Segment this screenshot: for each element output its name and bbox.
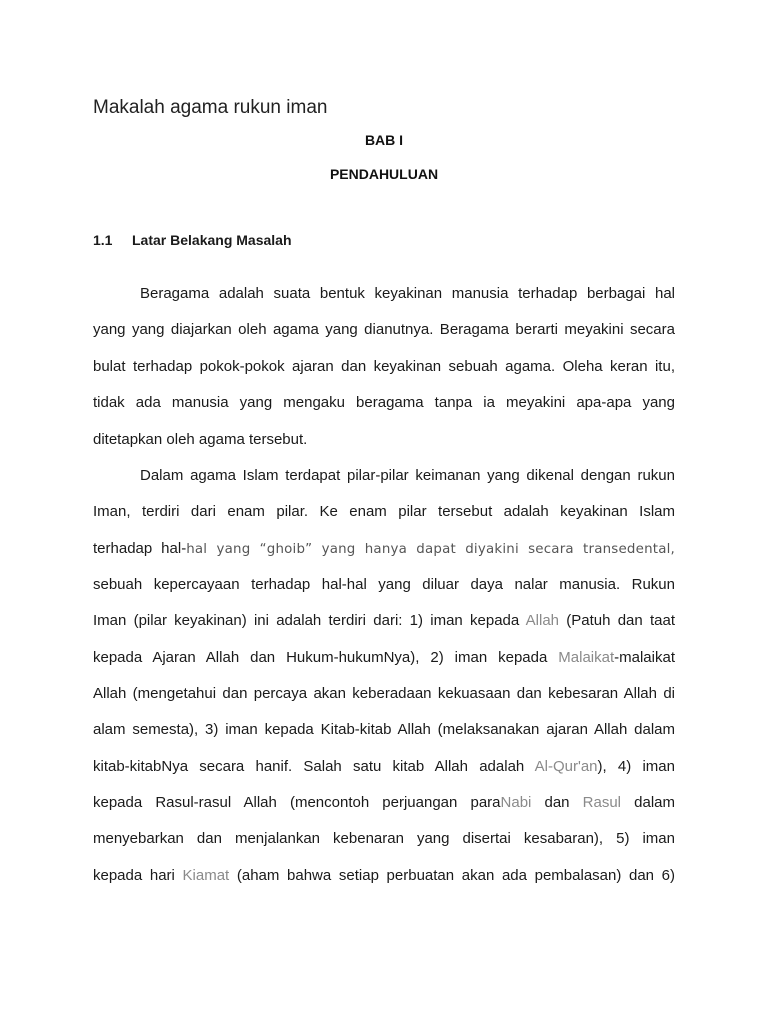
link-rasul[interactable]: Rasul: [582, 794, 622, 811]
paragraph-1-line-5: ditetapkan oleh agama tersebut.: [93, 431, 308, 448]
paragraph-2-line-4: sebuah kepercayaan terhadap hal-hal yang diluar daya nalar manusia. Rukun: [93, 576, 675, 593]
paragraph-2-line-11: menyebarkan dan menjalankan kebenaran yang disertai kesabaran), 5) iman: [93, 830, 675, 847]
paragraph-2-line-12: [93, 866, 675, 886]
text-fragment: ), 4) iman: [597, 758, 675, 775]
paragraph-1-line-2: yang yang diajarkan oleh agama yang dianutnya. Beragama berarti meyakini secara: [93, 321, 675, 338]
text-fragment: kitab-kitabNya secara hanif. Salah satu kitab Allah adalah: [93, 758, 535, 775]
section-number: 1.1: [93, 232, 113, 248]
chapter-number: BAB I: [364, 132, 404, 148]
text-fragment: (aham bahwa setiap perbuatan akan ada pembalasan) dan 6): [229, 867, 676, 884]
text-fragment: dan: [531, 794, 583, 811]
paragraph-2-line-8: alam semesta), 3) iman kepada Kitab-kitab Allah (melaksanakan ajaran Allah dalam: [93, 721, 675, 738]
paragraph-2-line-2: Iman, terdiri dari enam pilar. Ke enam pilar tersebut adalah keyakinan Islam: [93, 503, 675, 520]
paragraph-2-line-6: [93, 648, 675, 668]
paragraph-1-line-3: bulat terhadap pokok-pokok ajaran dan keyakinan sebuah agama. Oleha keran itu,: [93, 358, 675, 375]
link-nabi[interactable]: Nabi: [500, 794, 532, 811]
text-fragment: -malaikat: [614, 649, 675, 666]
paragraph-1-line-1: Beragama adalah suata bentuk keyakinan manusia terhadap berbagai hal: [140, 285, 675, 302]
text-fragment: dalam: [621, 794, 675, 811]
link-kiamat[interactable]: Kiamat: [182, 867, 230, 884]
link-al-quran[interactable]: Al-Qur'an: [534, 758, 598, 775]
paragraph-2-line-7: Allah (mengetahui dan percaya akan keberadaan kekuasaan dan kebesaran Allah di: [93, 685, 675, 702]
document-title: Makalah agama rukun iman: [93, 97, 328, 118]
paragraph-2-line-3: [93, 539, 675, 560]
paragraph-1-line-4: tidak ada manusia yang mengaku beragama tanpa ia meyakini apa-apa yang: [93, 394, 675, 411]
text-fragment: kepada Ajaran Allah dan Hukum-hukumNya), 2) iman kepada: [93, 649, 559, 666]
text-fragment: kepada Rasul-rasul Allah (mencontoh perjuangan para: [93, 794, 501, 811]
paragraph-2-line-5: [93, 611, 675, 631]
chapter-title: PENDAHULUAN: [329, 166, 439, 182]
section-heading: [93, 231, 292, 249]
section-title: Latar Belakang Masalah: [132, 232, 292, 248]
link-malaikat[interactable]: Malaikat: [558, 649, 615, 666]
text-fragment: (Patuh dan taat: [559, 612, 675, 629]
link-allah[interactable]: Allah: [525, 612, 560, 629]
text-fragment: kepada hari: [93, 867, 183, 884]
paragraph-2-line-9: [93, 757, 675, 777]
paragraph-2-line-1: Dalam agama Islam terdapat pilar-pilar keimanan yang dikenal dengan rukun: [140, 467, 675, 484]
text-fragment: terhadap hal-: [93, 540, 187, 557]
paragraph-2-line-10: [93, 793, 675, 813]
text-fragment-pasted: hal yang “ghoib” yang hanya dapat diyakini secara transedental,: [186, 542, 675, 557]
text-fragment: Iman (pilar keyakinan) ini adalah terdiri dari: 1) iman kepada: [93, 612, 526, 629]
